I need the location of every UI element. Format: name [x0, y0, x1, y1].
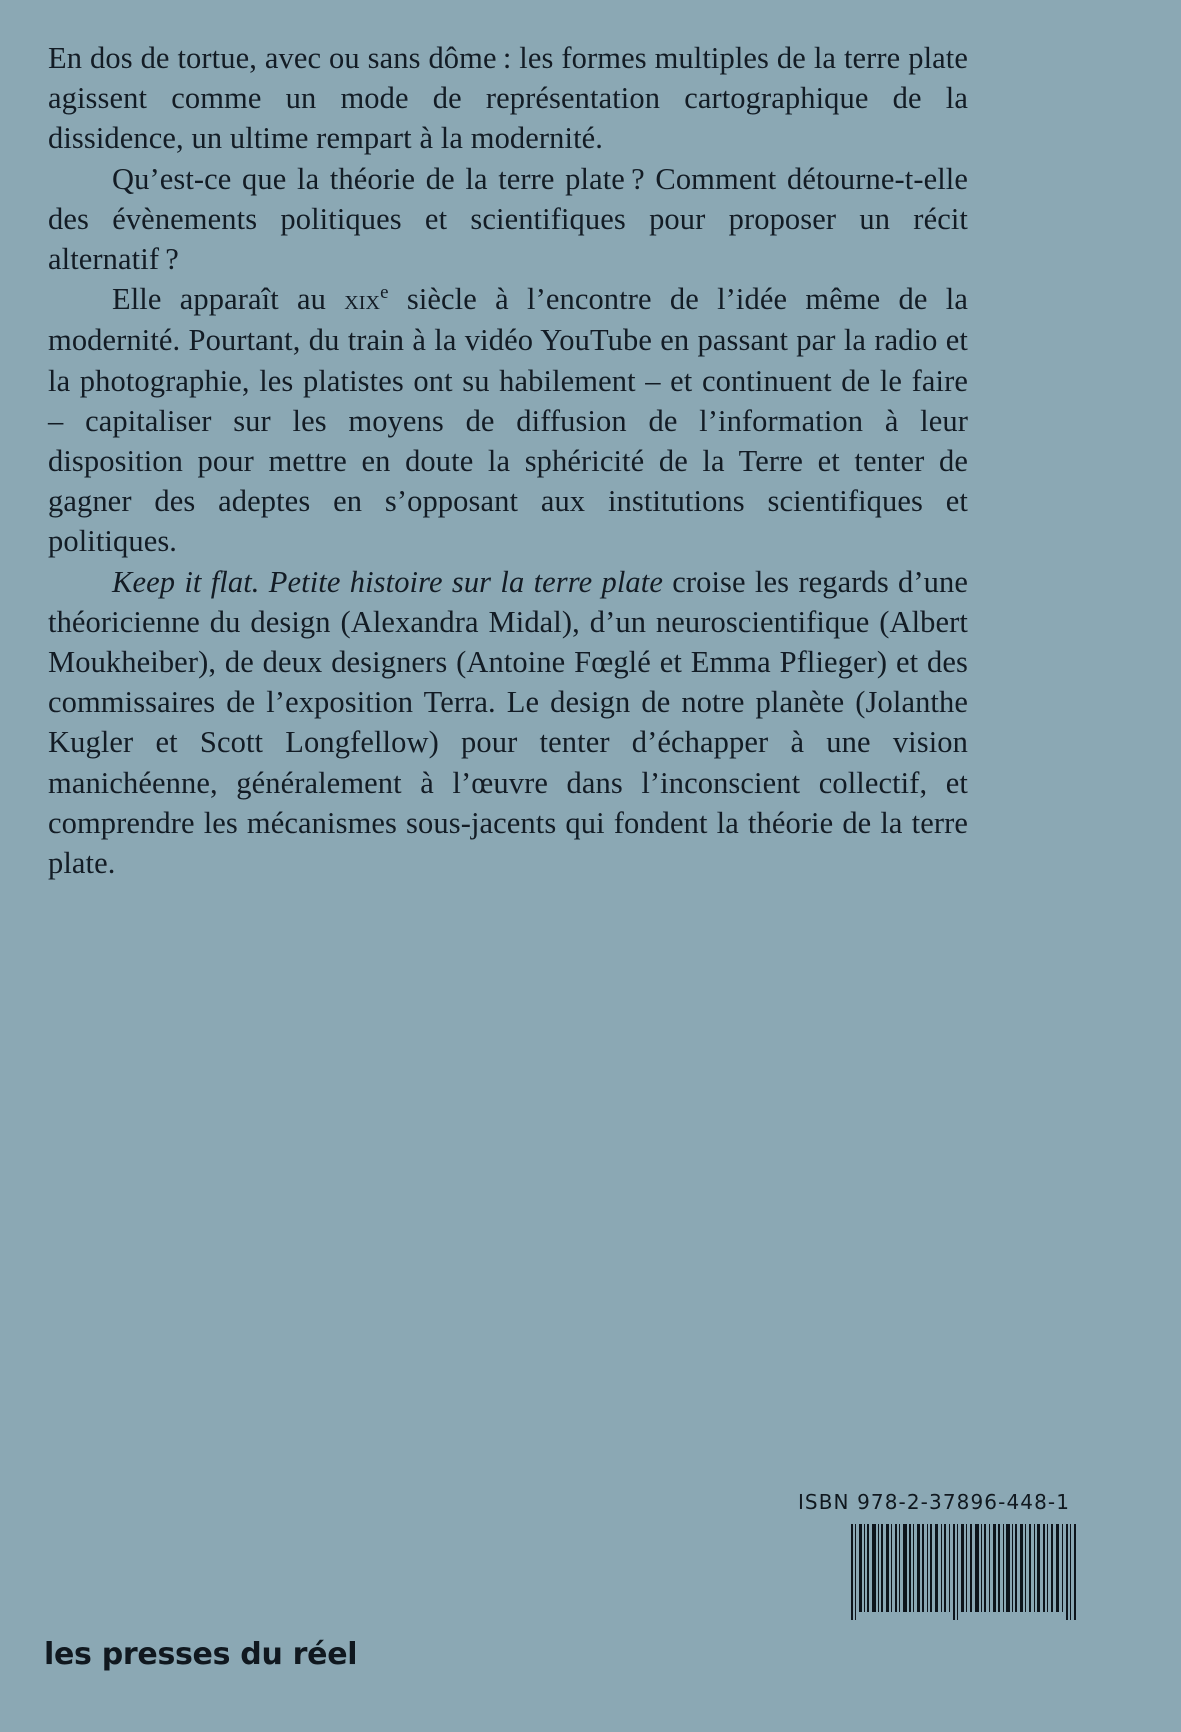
book-title-italic: Keep it flat. Petite histoire sur la terre plate [112, 564, 663, 599]
blurb-paragraph-4 [48, 562, 968, 884]
blurb-paragraph-2: Qu’est-ce que la théorie de la terre plate ? Comment détourne-t-elle des évènements politiques et scientifiques pour proposer un récit alternatif ? [48, 161, 968, 277]
century-superscript: e [380, 282, 389, 304]
isbn-block [789, 1490, 1079, 1620]
paragraph-3-rest: siècle à l’encontre de l’idée même de la modernité. Pourtant, du train à la vidéo YouTube en passant par la radio et la photographie, les platistes ont su habilement – et continuent de le faire – capitaliser sur les moyens de diffusion de l’information à leur disposition pour mettre en doute la sphéricité de la Terre et tenter de gagner des adeptes en s’opposant aux institutions scientifiques et politiques. [48, 282, 968, 559]
blurb-paragraph-3 [48, 279, 968, 561]
paragraph-4-rest: croise les regards d’une théoricienne du design (Alexandra Midal), d’un neuroscientifique (Albert Moukheiber), de deux designers (Antoine Fœglé et Emma Pflieger) et des commissaires de l’exposition Terra. Le design de notre planète (Jolanthe Kugler et Scott Longfellow) pour tenter d’échapper à une vision manichéenne, généralement à l’œuvre dans l’inconscient collectif, et comprendre les mécanismes sous-jacents qui fondent la théorie de la terre plate. [48, 564, 968, 881]
isbn-number: ISBN 978-2-37896-448-1 [797, 1490, 1071, 1514]
publisher-logo-text: les presses du réel [44, 1637, 358, 1672]
century-small-caps: xix [344, 284, 381, 317]
blurb-text-block [48, 38, 968, 883]
paragraph-3-lead: Elle apparaît au [112, 282, 345, 317]
barcode-image [849, 1524, 1079, 1620]
blurb-paragraph-1: En dos de tortue, avec ou sans dôme : les formes multiples de la terre plate agissent comme un mode de représentation cartographique de la dissidence, un ultime rempart à la modernité. [48, 41, 968, 156]
